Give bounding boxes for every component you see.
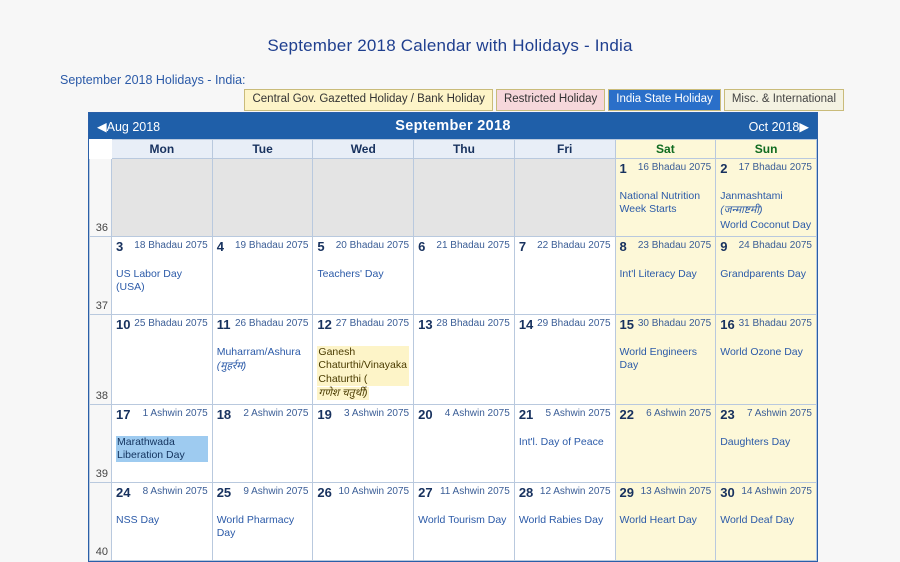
calendar-widget (88, 112, 818, 562)
legend (244, 89, 844, 111)
day-events (519, 254, 611, 268)
hindu-calendar-date: 25 Bhadau 2075 (134, 318, 208, 329)
day-number: 9 (720, 239, 728, 254)
hindu-calendar-date: 22 Bhadau 2075 (537, 240, 611, 251)
legend-state-holiday[interactable]: India State Holiday (608, 89, 721, 111)
day-number: 4 (216, 239, 224, 254)
day-number: 5 (317, 239, 325, 254)
weekday-header-row (90, 140, 817, 159)
hindu-calendar-date: 12 Ashwin 2075 (539, 485, 611, 497)
day-number: 11 (216, 317, 231, 332)
day-events (418, 332, 510, 346)
hindu-calendar-date: 2 Ashwin 2075 (243, 407, 309, 419)
week-number: 39 (90, 404, 112, 482)
calendar-day-cell[interactable] (414, 404, 515, 482)
day-number: 20 (418, 406, 433, 422)
week-number: 40 (90, 482, 112, 560)
day-number: 7 (518, 239, 527, 254)
day-events (620, 176, 712, 216)
hindu-calendar-date: 14 Ashwin 2075 (741, 485, 812, 497)
hindu-calendar-date: 30 Bhadau 2075 (637, 318, 712, 329)
day-number: 23 (720, 406, 735, 422)
day-events (519, 332, 611, 346)
holidays-subheading: September 2018 Holidays - India: (60, 73, 246, 87)
day-events (317, 500, 409, 514)
hindu-calendar-date: 13 Ashwin 2075 (640, 485, 712, 497)
event-label[interactable]: Marathwada Liberation Day (116, 436, 208, 462)
day-events (720, 176, 812, 231)
calendar-day-cell[interactable] (514, 482, 615, 560)
event-label[interactable]: गणेश चतुर्थी) (318, 386, 368, 399)
hindu-calendar-date: 23 Bhadau 2075 (637, 240, 712, 251)
calendar-day-cell[interactable] (112, 482, 213, 560)
day-events (317, 422, 409, 436)
calendar-day-cell[interactable] (112, 404, 213, 482)
week-number: 38 (90, 315, 112, 405)
calendar-day-cell[interactable] (514, 237, 615, 315)
day-number: 14 (518, 317, 534, 332)
day-events (720, 500, 812, 527)
day-events (317, 254, 409, 281)
weekday-mon: Mon (112, 140, 213, 159)
weekday-fri: Fri (514, 140, 615, 159)
day-number: 10 (116, 317, 131, 332)
day-number: 13 (418, 317, 433, 332)
calendar-day-cell[interactable] (716, 237, 817, 315)
day-number: 8 (619, 239, 627, 254)
day-number: 12 (317, 317, 332, 332)
calendar-month-title: September 2018 (395, 118, 511, 134)
calendar-day-cell[interactable] (212, 482, 313, 560)
calendar-cell-empty (212, 159, 313, 237)
calendar-header (89, 113, 817, 139)
day-number: 28 (518, 484, 534, 500)
hindu-calendar-date: 16 Bhadau 2075 (637, 162, 712, 173)
hindu-calendar-date: 20 Bhadau 2075 (335, 240, 410, 251)
event-label[interactable]: NSS Day (116, 514, 160, 527)
calendar-week-row (90, 404, 817, 482)
weekday-tue: Tue (212, 140, 313, 159)
day-number: 24 (116, 484, 131, 500)
day-events (116, 332, 208, 346)
day-number: 16 (720, 317, 735, 332)
day-events (620, 500, 712, 527)
hindu-calendar-date: 3 Ashwin 2075 (344, 407, 410, 419)
calendar-day-cell[interactable] (414, 482, 515, 560)
day-number: 18 (216, 406, 232, 422)
calendar-week-row (90, 159, 817, 237)
calendar-day-cell[interactable] (615, 159, 716, 237)
hindu-calendar-date: 5 Ashwin 2075 (545, 407, 611, 419)
hindu-calendar-date: 4 Ashwin 2075 (444, 407, 510, 419)
calendar-day-cell[interactable] (414, 315, 515, 405)
week-number-header (90, 140, 112, 159)
calendar-cell-empty (313, 159, 414, 237)
day-events (217, 332, 309, 373)
hindu-calendar-date: 29 Bhadau 2075 (537, 318, 611, 329)
calendar-week-row (90, 237, 817, 315)
legend-restricted-holiday[interactable]: Restricted Holiday (496, 89, 605, 111)
day-number: 22 (619, 406, 634, 422)
calendar-cell-empty (414, 159, 515, 237)
weekday-sun: Sun (716, 140, 817, 159)
weekday-sat: Sat (615, 140, 716, 159)
day-number: 2 (720, 161, 728, 176)
day-number: 29 (619, 484, 634, 500)
hindu-calendar-date: 28 Bhadau 2075 (436, 318, 510, 329)
calendar-day-cell[interactable] (112, 315, 213, 405)
day-events (217, 254, 309, 268)
day-events (418, 254, 510, 268)
calendar-day-cell[interactable] (313, 237, 414, 315)
event-label[interactable]: World Rabies Day (518, 514, 604, 527)
hindu-calendar-date: 6 Ashwin 2075 (646, 407, 712, 419)
day-events (620, 422, 712, 436)
event-label[interactable]: World Tourism Day (418, 514, 507, 527)
event-label[interactable]: (मुहर्रम) (216, 360, 247, 373)
day-number: 19 (317, 406, 332, 422)
calendar-day-cell[interactable] (313, 404, 414, 482)
legend-misc-international[interactable]: Misc. & International (724, 89, 844, 111)
event-label[interactable]: Teachers' Day (317, 268, 384, 281)
day-number: 15 (619, 317, 634, 332)
calendar-day-cell[interactable] (716, 482, 817, 560)
day-events (317, 332, 409, 400)
day-number: 1 (619, 161, 627, 176)
event-label[interactable]: World Deaf Day (720, 514, 795, 527)
hindu-calendar-date: 11 Ashwin 2075 (439, 485, 510, 497)
event-label[interactable]: Muharram/Ashura (216, 346, 301, 359)
day-events (720, 332, 812, 359)
calendar-day-cell[interactable] (212, 237, 313, 315)
calendar-day-cell[interactable] (615, 482, 716, 560)
calendar-grid (89, 139, 817, 561)
day-events (620, 254, 712, 281)
calendar-body (90, 159, 817, 561)
day-number: 27 (418, 484, 433, 500)
calendar-day-cell[interactable] (716, 159, 817, 237)
day-events (116, 254, 208, 294)
calendar-day-cell[interactable] (514, 315, 615, 405)
event-label[interactable]: World Coconut Day (720, 218, 812, 231)
event-label[interactable]: Int'l Literacy Day (619, 268, 697, 281)
day-number: 17 (116, 406, 131, 422)
day-number: 21 (518, 406, 534, 422)
calendar-week-row (90, 315, 817, 405)
event-label[interactable]: National Nutrition Week Starts (619, 190, 701, 216)
calendar-day-cell[interactable] (112, 237, 213, 315)
prev-month-link[interactable]: ◀Aug 2018 (97, 119, 161, 134)
hindu-calendar-date: 19 Bhadau 2075 (235, 240, 309, 251)
day-events (519, 500, 611, 527)
hindu-calendar-date: 1 Ashwin 2075 (142, 407, 208, 419)
day-number: 25 (216, 484, 232, 500)
calendar-cell-empty (112, 159, 213, 237)
event-label[interactable]: (जन्माष्टमी) (720, 204, 763, 217)
legend-gov-holiday[interactable]: Central Gov. Gazetted Holiday / Bank Holiday (244, 89, 492, 111)
calendar-day-cell[interactable] (313, 482, 414, 560)
day-events (620, 332, 712, 372)
event-label[interactable]: Janmashtami (720, 190, 783, 203)
event-label[interactable]: World Pharmacy Day (216, 514, 295, 540)
hindu-calendar-date: 18 Bhadau 2075 (134, 240, 208, 251)
calendar-day-cell[interactable] (212, 315, 313, 405)
calendar-day-cell[interactable] (514, 404, 615, 482)
hindu-calendar-date: 9 Ashwin 2075 (243, 485, 309, 497)
hindu-calendar-date: 10 Ashwin 2075 (338, 485, 410, 497)
day-number: 3 (116, 239, 124, 254)
calendar-day-cell[interactable] (414, 237, 515, 315)
day-events (217, 500, 309, 540)
event-label[interactable]: US Labor Day (USA) (116, 268, 182, 294)
hindu-calendar-date: 8 Ashwin 2075 (142, 485, 208, 497)
hindu-calendar-date: 27 Bhadau 2075 (335, 318, 410, 329)
calendar-day-cell[interactable] (716, 315, 817, 405)
calendar-week-row (90, 482, 817, 560)
event-label[interactable]: Daughters Day (720, 436, 791, 449)
event-label[interactable]: Grandparents Day (720, 268, 807, 281)
event-label[interactable]: Int'l. Day of Peace (518, 436, 604, 449)
day-events (217, 422, 309, 436)
calendar-day-cell[interactable] (615, 237, 716, 315)
hindu-calendar-date: 17 Bhadau 2075 (738, 162, 812, 173)
page-title: September 2018 Calendar with Holidays - India (267, 36, 633, 55)
event-label[interactable]: World Ozone Day (720, 346, 803, 359)
event-label[interactable]: World Heart Day (619, 514, 697, 527)
day-events (519, 422, 611, 449)
event-label[interactable]: World Engineers Day (619, 346, 697, 372)
day-number: 30 (720, 484, 735, 500)
week-number: 36 (90, 159, 112, 237)
calendar-day-cell[interactable] (212, 404, 313, 482)
day-events (116, 422, 208, 462)
day-events (720, 422, 812, 449)
day-events (418, 422, 510, 436)
weekday-wed: Wed (313, 140, 414, 159)
day-number: 6 (418, 239, 426, 254)
hindu-calendar-date: 31 Bhadau 2075 (738, 318, 812, 329)
next-month-link[interactable]: Oct 2018▶ (748, 119, 809, 134)
calendar-day-cell[interactable] (313, 315, 414, 405)
week-number: 37 (90, 237, 112, 315)
calendar-cell-empty (514, 159, 615, 237)
day-events (418, 500, 510, 527)
hindu-calendar-date: 7 Ashwin 2075 (746, 407, 812, 419)
hindu-calendar-date: 24 Bhadau 2075 (738, 240, 812, 251)
day-events (116, 500, 208, 527)
calendar-day-cell[interactable] (615, 404, 716, 482)
day-events (720, 254, 812, 281)
hindu-calendar-date: 26 Bhadau 2075 (235, 318, 309, 329)
calendar-day-cell[interactable] (716, 404, 817, 482)
calendar-day-cell[interactable] (615, 315, 716, 405)
weekday-thu: Thu (414, 140, 515, 159)
event-label[interactable]: Ganesh Chaturthi/Vinayaka Chaturthi ( (317, 346, 409, 385)
day-number: 26 (317, 484, 332, 500)
hindu-calendar-date: 21 Bhadau 2075 (436, 240, 510, 251)
